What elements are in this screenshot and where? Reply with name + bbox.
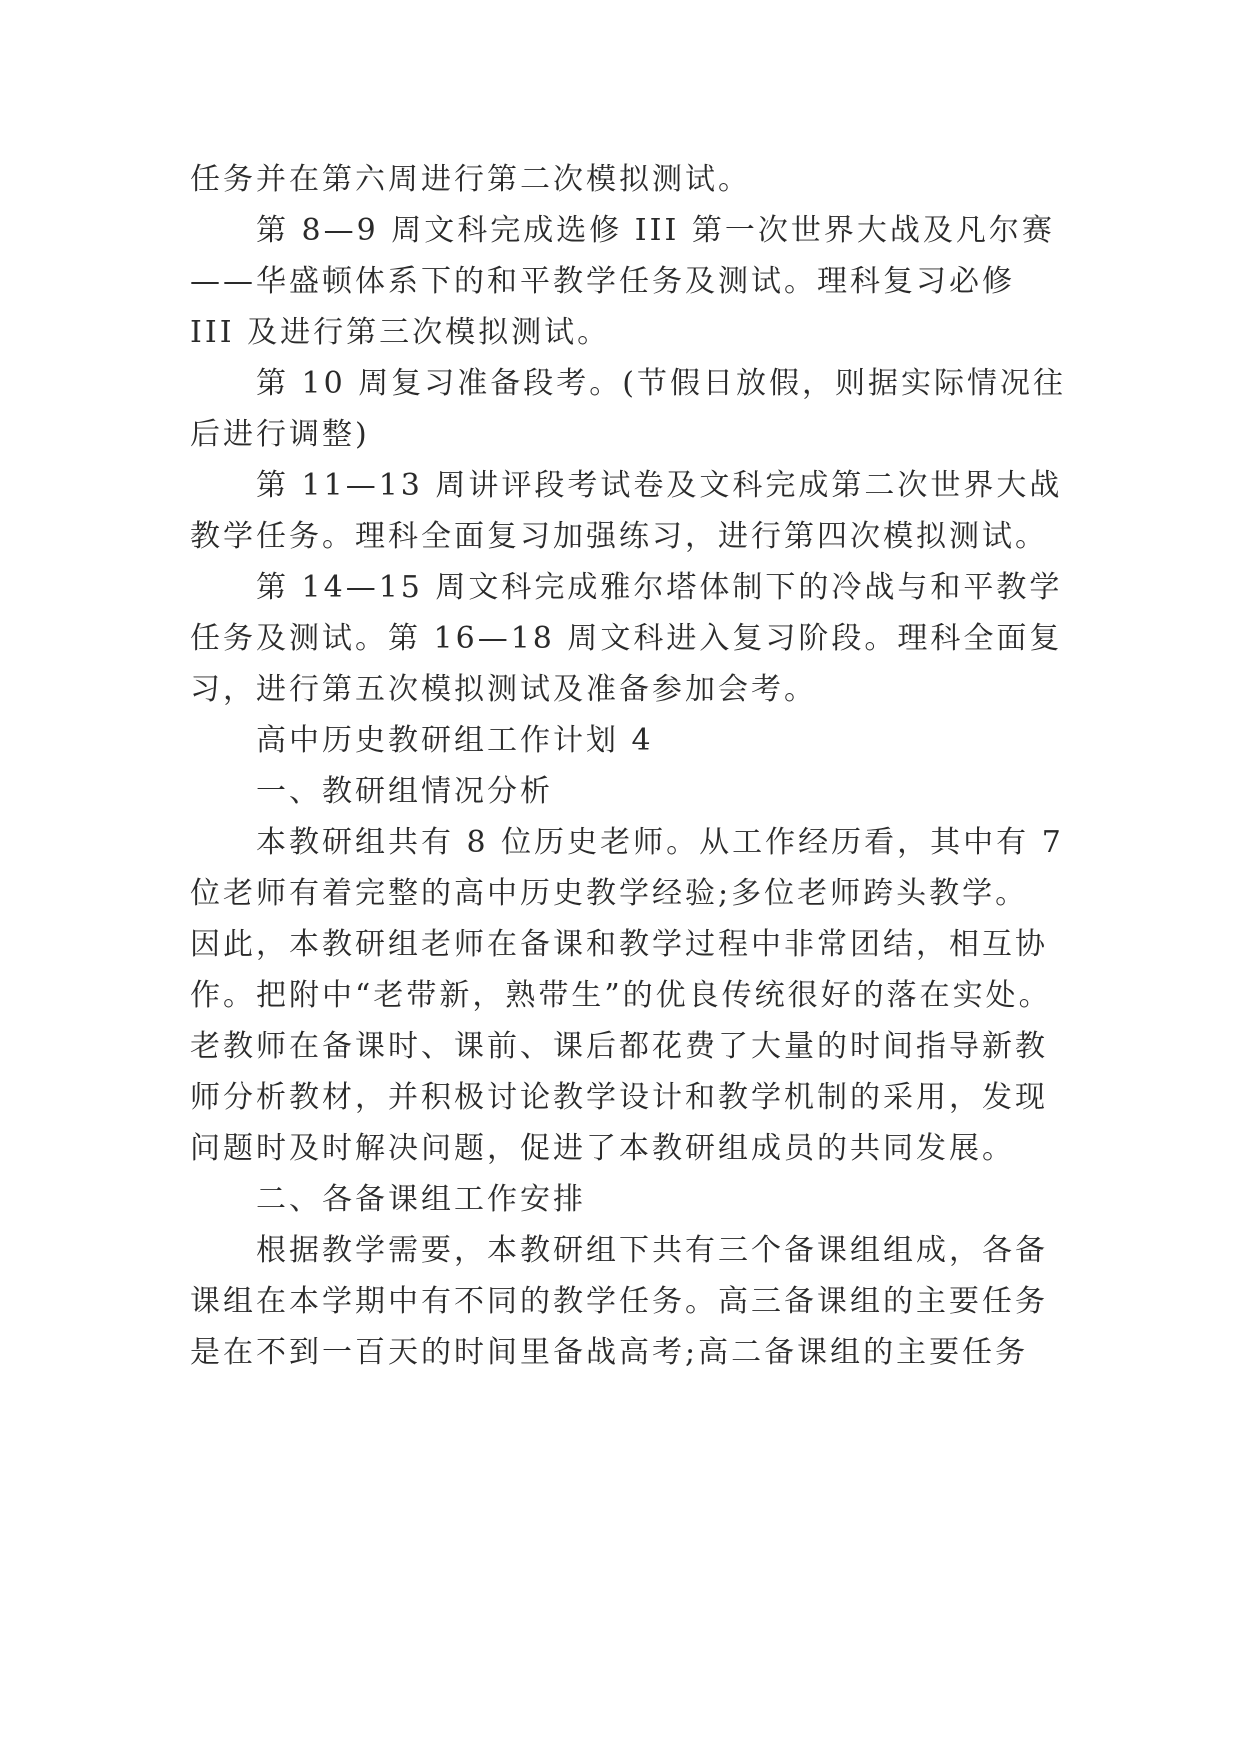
paragraph-line: 老教师在备课时、课前、课后都花费了大量的时间指导新教 xyxy=(190,1029,1048,1064)
paragraph-line: 二、各备课组工作安排 xyxy=(256,1182,586,1217)
paragraph-line: 因此，本教研组老师在备课和教学过程中非常团结，相互协 xyxy=(190,927,1048,962)
paragraph-line: 一、教研组情况分析 xyxy=(256,774,553,809)
paragraph-line: 是在不到一百天的时间里备战高考;高二备课组的主要任务 xyxy=(190,1335,1029,1370)
paragraph-line: 第 8—9 周文科完成选修 III 第一次世界大战及凡尔赛 xyxy=(256,213,1055,248)
paragraph-p4 xyxy=(190,460,1070,562)
paragraph-line: 本教研组共有 8 位历史老师。从工作经历看，其中有 7 xyxy=(256,825,1064,860)
paragraph-p5 xyxy=(190,562,1070,715)
paragraph-p2 xyxy=(190,205,1070,358)
paragraph-p7 xyxy=(190,766,1070,817)
paragraph-line: 第 10 周复习准备段考。(节假日放假，则据实际情况往 xyxy=(256,366,1066,401)
paragraph-line: 位老师有着完整的高中历史教学经验;多位老师跨头教学。 xyxy=(190,876,1029,911)
paragraph-line: 任务及测试。第 16—18 周文科进入复习阶段。理科全面复 xyxy=(190,621,1063,656)
document-body xyxy=(190,154,1070,1378)
paragraph-line: 教学任务。理科全面复习加强练习，进行第四次模拟测试。 xyxy=(190,519,1048,554)
paragraph-line: 高中历史教研组工作计划 4 xyxy=(256,723,654,758)
paragraph-line: 任务并在第六周进行第二次模拟测试。 xyxy=(190,162,751,197)
paragraph-p8 xyxy=(190,817,1070,1174)
paragraph-line: 后进行调整) xyxy=(190,417,370,452)
paragraph-line: 问题时及时解决问题，促进了本教研组成员的共同发展。 xyxy=(190,1131,1015,1166)
paragraph-line: 课组在本学期中有不同的教学任务。高三备课组的主要任务 xyxy=(190,1284,1048,1319)
paragraph-p6 xyxy=(190,715,1070,766)
paragraph-p10 xyxy=(190,1225,1070,1378)
paragraph-line: 第 14—15 周文科完成雅尔塔体制下的冷战与和平教学 xyxy=(256,570,1063,605)
paragraph-line: III 及进行第三次模拟测试。 xyxy=(190,315,611,350)
paragraph-line: 根据教学需要，本教研组下共有三个备课组组成，各备 xyxy=(256,1233,1048,1268)
paragraph-p9 xyxy=(190,1174,1070,1225)
paragraph-line: ——华盛顿体系下的和平教学任务及测试。理科复习必修 xyxy=(190,264,1015,299)
paragraph-line: 作。把附中“老带新，熟带生”的优良传统很好的落在实处。 xyxy=(190,978,1052,1013)
paragraph-p3 xyxy=(190,358,1070,460)
paragraph-line: 师分析教材，并积极讨论教学设计和教学机制的采用，发现 xyxy=(190,1080,1048,1115)
paragraph-p1 xyxy=(190,154,1070,205)
paragraph-line: 习，进行第五次模拟测试及准备参加会考。 xyxy=(190,672,817,707)
paragraph-line: 第 11—13 周讲评段考试卷及文科完成第二次世界大战 xyxy=(256,468,1063,503)
